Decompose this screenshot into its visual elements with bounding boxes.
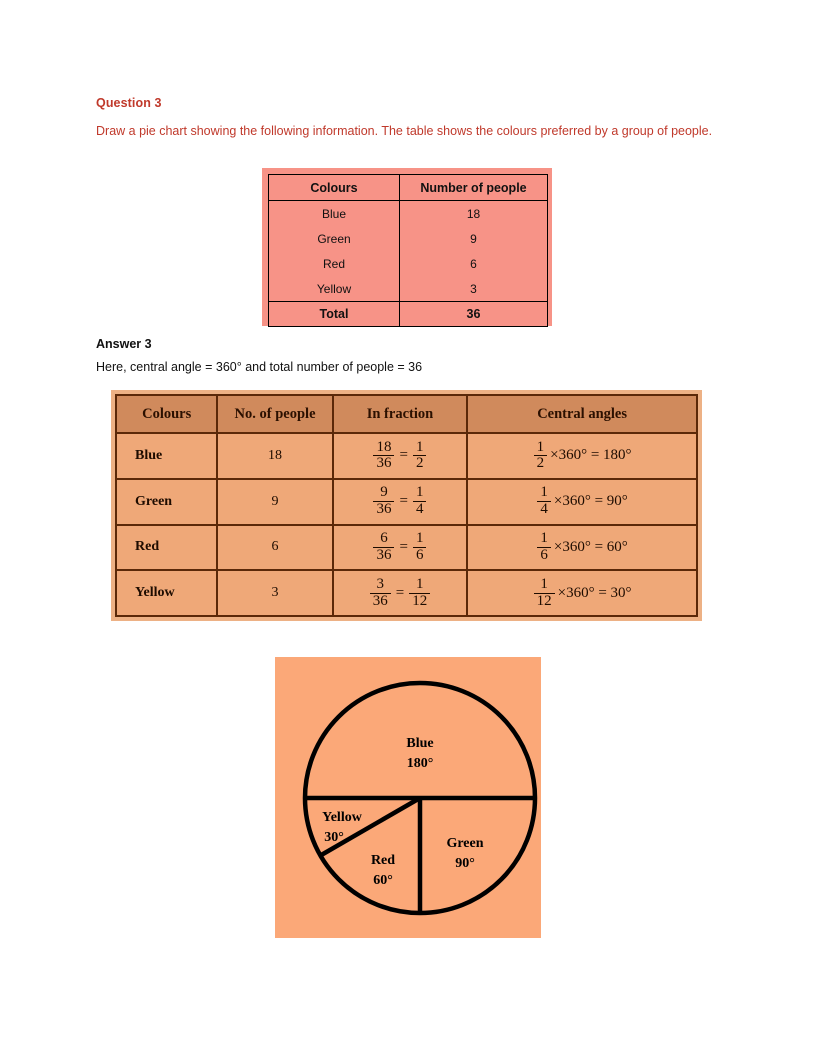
cell-count: 3 [400, 276, 548, 302]
cell-count: 3 [217, 570, 332, 616]
pie-label-blue-angle: 180° [406, 756, 434, 771]
cell-colour: Yellow [116, 570, 217, 616]
angle-fraction: $\frac{1}{2}$ [534, 440, 548, 473]
cell-count: 6 [400, 251, 548, 276]
cell-fraction [333, 479, 467, 525]
header-central-angles: Central angles [467, 395, 697, 433]
cell-colour: Green [269, 226, 400, 251]
table-row [116, 525, 697, 571]
pie-chart [275, 657, 541, 938]
cell-central-angle [467, 570, 697, 616]
header-colours: Colours [269, 175, 400, 201]
question-text: Draw a pie chart showing the following information. The table shows the colours preferred by a group of people. [96, 124, 713, 138]
cell-total-value: 36 [400, 302, 548, 327]
table-total-row [269, 302, 548, 327]
cell-colour: Red [269, 251, 400, 276]
angle-expression: ×360° = 60° [553, 538, 628, 555]
answer-intro-line: Here, central angle = 360° and total number of people = 36 [96, 360, 423, 374]
solution-table-panel [111, 390, 702, 621]
cell-fraction [333, 570, 467, 616]
pie-chart-panel [275, 657, 541, 938]
cell-central-angle [467, 433, 697, 479]
fraction-original: $\frac{18}{36}$ [373, 440, 394, 473]
angle-expression: ×360° = 90° [553, 493, 628, 510]
pie-label-red-angle: 60° [373, 873, 393, 888]
data-table-panel [262, 168, 552, 326]
cell-colour: Blue [269, 201, 400, 227]
equals-sign: = [399, 447, 408, 464]
table-row [116, 479, 697, 525]
angle-fraction: $\frac{1}{6}$ [537, 531, 551, 564]
table-row [116, 570, 697, 616]
angle-fraction: $\frac{1}{4}$ [537, 485, 551, 518]
cell-fraction [333, 525, 467, 571]
cell-count: 9 [217, 479, 332, 525]
table-row [269, 251, 548, 276]
solution-table [115, 394, 698, 617]
table-row [269, 226, 548, 251]
fraction-original: $\frac{6}{36}$ [373, 531, 394, 564]
header-colours: Colours [116, 395, 217, 433]
pie-label-red-name: Red [370, 853, 396, 868]
cell-fraction [333, 433, 467, 479]
cell-central-angle [467, 525, 697, 571]
cell-colour: Red [116, 525, 217, 571]
pie-label-blue-name: Blue [406, 736, 434, 751]
equals-sign: = [399, 538, 408, 555]
cell-count: 6 [217, 525, 332, 571]
cell-colour: Blue [116, 433, 217, 479]
question-heading: Question 3 [96, 96, 162, 110]
equals-sign: = [399, 493, 408, 510]
angle-expression: ×360° = 180° [550, 447, 632, 464]
fraction-original: $\frac{9}{36}$ [373, 485, 394, 518]
cell-central-angle [467, 479, 697, 525]
fraction-original: $\frac{3}{36}$ [370, 577, 391, 610]
angle-fraction: $\frac{1}{12}$ [534, 577, 555, 610]
fraction-simplified: $\frac{1}{12}$ [409, 577, 430, 610]
cell-colour: Green [116, 479, 217, 525]
table-row [116, 433, 697, 479]
pie-label-green-name: Green [446, 836, 484, 851]
header-no-of-people: No. of people [217, 395, 332, 433]
pie-label-green-angle: 90° [455, 856, 475, 871]
question-block [96, 96, 721, 143]
fraction-simplified: $\frac{1}{4}$ [413, 485, 427, 518]
cell-count: 18 [217, 433, 332, 479]
pie-label-yellow-angle: 30° [324, 830, 344, 845]
pie-label-yellow-name: Yellow [322, 810, 362, 825]
equals-sign: = [395, 584, 405, 601]
cell-total-label: Total [269, 302, 400, 327]
cell-count: 9 [400, 226, 548, 251]
table-row [269, 201, 548, 227]
angle-expression: ×360° = 30° [557, 584, 632, 601]
answer-heading: Answer 3 [96, 337, 152, 351]
cell-count: 18 [400, 201, 548, 227]
header-number-of-people: Number of people [400, 175, 548, 201]
header-in-fraction: In fraction [333, 395, 467, 433]
table-header-row [269, 175, 548, 201]
fraction-simplified: $\frac{1}{2}$ [413, 440, 427, 473]
colours-data-table [268, 174, 548, 327]
cell-colour: Yellow [269, 276, 400, 302]
solution-header-row [116, 395, 697, 433]
table-row [269, 276, 548, 302]
fraction-simplified: $\frac{1}{6}$ [413, 531, 427, 564]
